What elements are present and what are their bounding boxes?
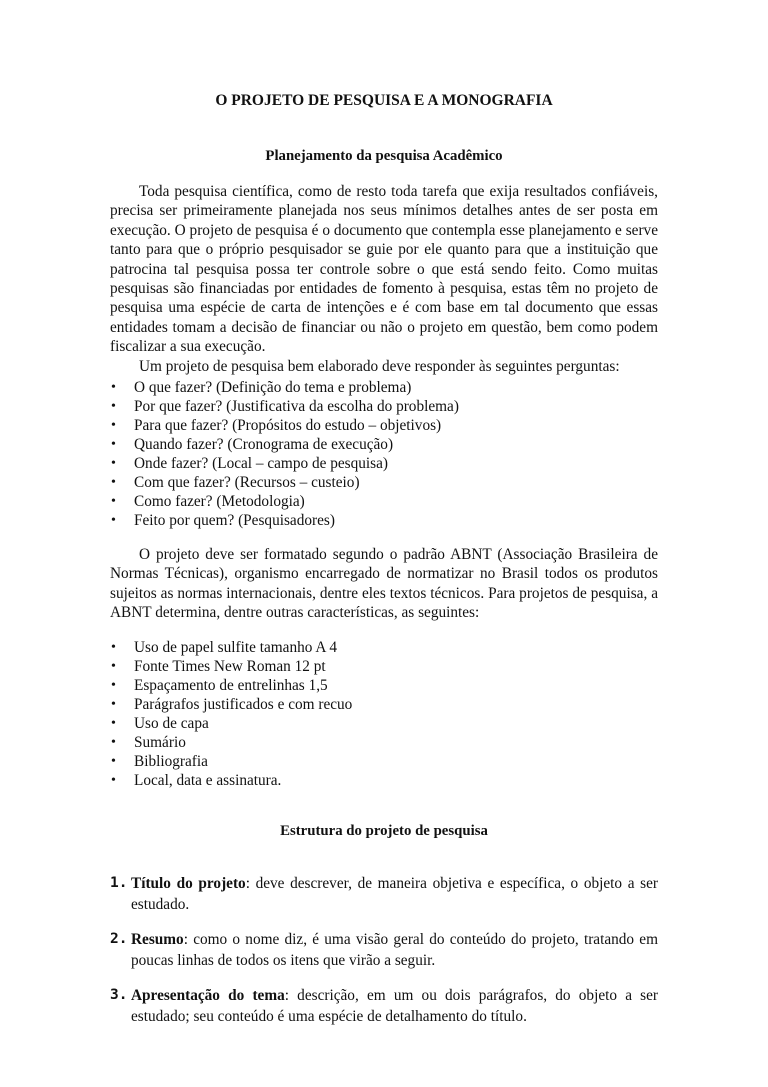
abnt-list: [110, 638, 658, 790]
structure-list: [110, 873, 658, 1027]
bullet-icon: •: [111, 678, 116, 693]
list-item: • Por que fazer? (Justificativa da escolha do problema): [111, 398, 459, 415]
item-text: : descrição, em um ou dois parágrafos, do objeto a ser estudado; seu conteúdo é uma espécie de detalhamento do título.: [131, 987, 658, 1025]
list-item: • Espaçamento de entrelinhas 1,5: [111, 677, 328, 694]
list-item: • Onde fazer? (Local – campo de pesquisa): [111, 455, 388, 472]
list-item: • Feito por quem? (Pesquisadores): [111, 512, 335, 529]
bullet-icon: •: [111, 475, 116, 490]
list-item: • Uso de capa: [111, 715, 209, 732]
item-text: : como o nome diz, é uma visão geral do conteúdo do projeto, tratando em poucas linhas de todos os itens que virão a seguir.: [131, 931, 658, 969]
bullet-icon: •: [111, 773, 116, 788]
bullet-icon: •: [111, 456, 116, 471]
item-number: 3.: [110, 987, 128, 1003]
item-text: : deve descrever, de maneira objetiva e específica, o objeto a ser estudado.: [131, 875, 658, 913]
bullet-icon: •: [111, 659, 116, 674]
list-item: • Bibliografia: [111, 753, 208, 770]
list-item: • Como fazer? (Metodologia): [111, 493, 305, 510]
bullet-icon: •: [111, 380, 116, 395]
list-item: [110, 985, 658, 1027]
section-subtitle: Planejamento da pesquisa Acadêmico: [265, 148, 503, 164]
list-item: • Para que fazer? (Propósitos do estudo – objetivos): [111, 417, 442, 434]
item-term: Apresentação do tema: [131, 987, 285, 1004]
bullet-icon: •: [111, 494, 116, 509]
list-item: • Quando fazer? (Cronograma de execução): [111, 436, 394, 453]
bullet-icon: •: [111, 716, 116, 731]
item-number: 2.: [110, 931, 128, 947]
list-item: • Local, data e assinatura.: [111, 772, 282, 789]
list-item: [110, 929, 658, 971]
bullet-icon: •: [111, 735, 116, 750]
questions-list: [110, 378, 658, 530]
item-term: Título do projeto: [131, 875, 246, 892]
document-title: O PROJETO DE PESQUISA E A MONOGRAFIA: [215, 92, 553, 109]
list-item: • Sumário: [111, 734, 186, 751]
item-term: Resumo: [131, 931, 184, 948]
abnt-block: [110, 545, 658, 623]
bullet-icon: •: [111, 513, 116, 528]
list-item: • O que fazer? (Definição do tema e problema): [111, 379, 412, 396]
bullet-icon: •: [111, 640, 116, 655]
bullet-icon: •: [111, 399, 116, 414]
structure-heading: Estrutura do projeto de pesquisa: [280, 823, 488, 839]
intro-paragraph: Toda pesquisa científica, como de resto toda tarefa que exija resultados confiáveis, precisa ser primeiramente planejada nos seus mínimos detalhes antes de ser posta em execução. O projeto de pesquisa é o documento que contempla esse planejamento e serve tanto para que o próprio pesquisador se guie por ele quanto para que a instituição que patrocina tal pesquisa possa ter controle sobre o que está sendo feito. Como muitas pesquisas são financiadas por entidades de fomento à pesquisa, estas têm no projeto de pesquisa uma espécie de carta de intenções e é com base em tal documento que essas entidades tomam a decisão de financiar ou não o projeto em questão, bem como podem fiscalizar a sua execução.: [110, 183, 658, 356]
item-number: 1.: [110, 875, 128, 891]
list-item: • Parágrafos justificados e com recuo: [111, 696, 353, 713]
list-item: • Fonte Times New Roman 12 pt: [111, 658, 326, 675]
bullet-icon: •: [111, 697, 116, 712]
bullet-icon: •: [111, 437, 116, 452]
list-item: • Com que fazer? (Recursos – custeio): [111, 474, 360, 491]
list-item: • Uso de papel sulfite tamanho A 4: [111, 639, 338, 656]
abnt-paragraph: O projeto deve ser formatado segundo o padrão ABNT (Associação Brasileira de Normas Técnicas), organismo encarregado de normatizar no Brasil todos os produtos sujeitos as normas internacionais, dentre eles textos técnicos. Para projetos de pesquisa, a ABNT determina, dentre outras características, as seguintes:: [110, 546, 658, 622]
intro-block: [110, 182, 658, 376]
bullet-icon: •: [111, 754, 116, 769]
bullet-icon: •: [111, 418, 116, 433]
questions-intro: Um projeto de pesquisa bem elaborado deve responder às seguintes perguntas:: [139, 357, 620, 375]
list-item: [110, 873, 658, 915]
